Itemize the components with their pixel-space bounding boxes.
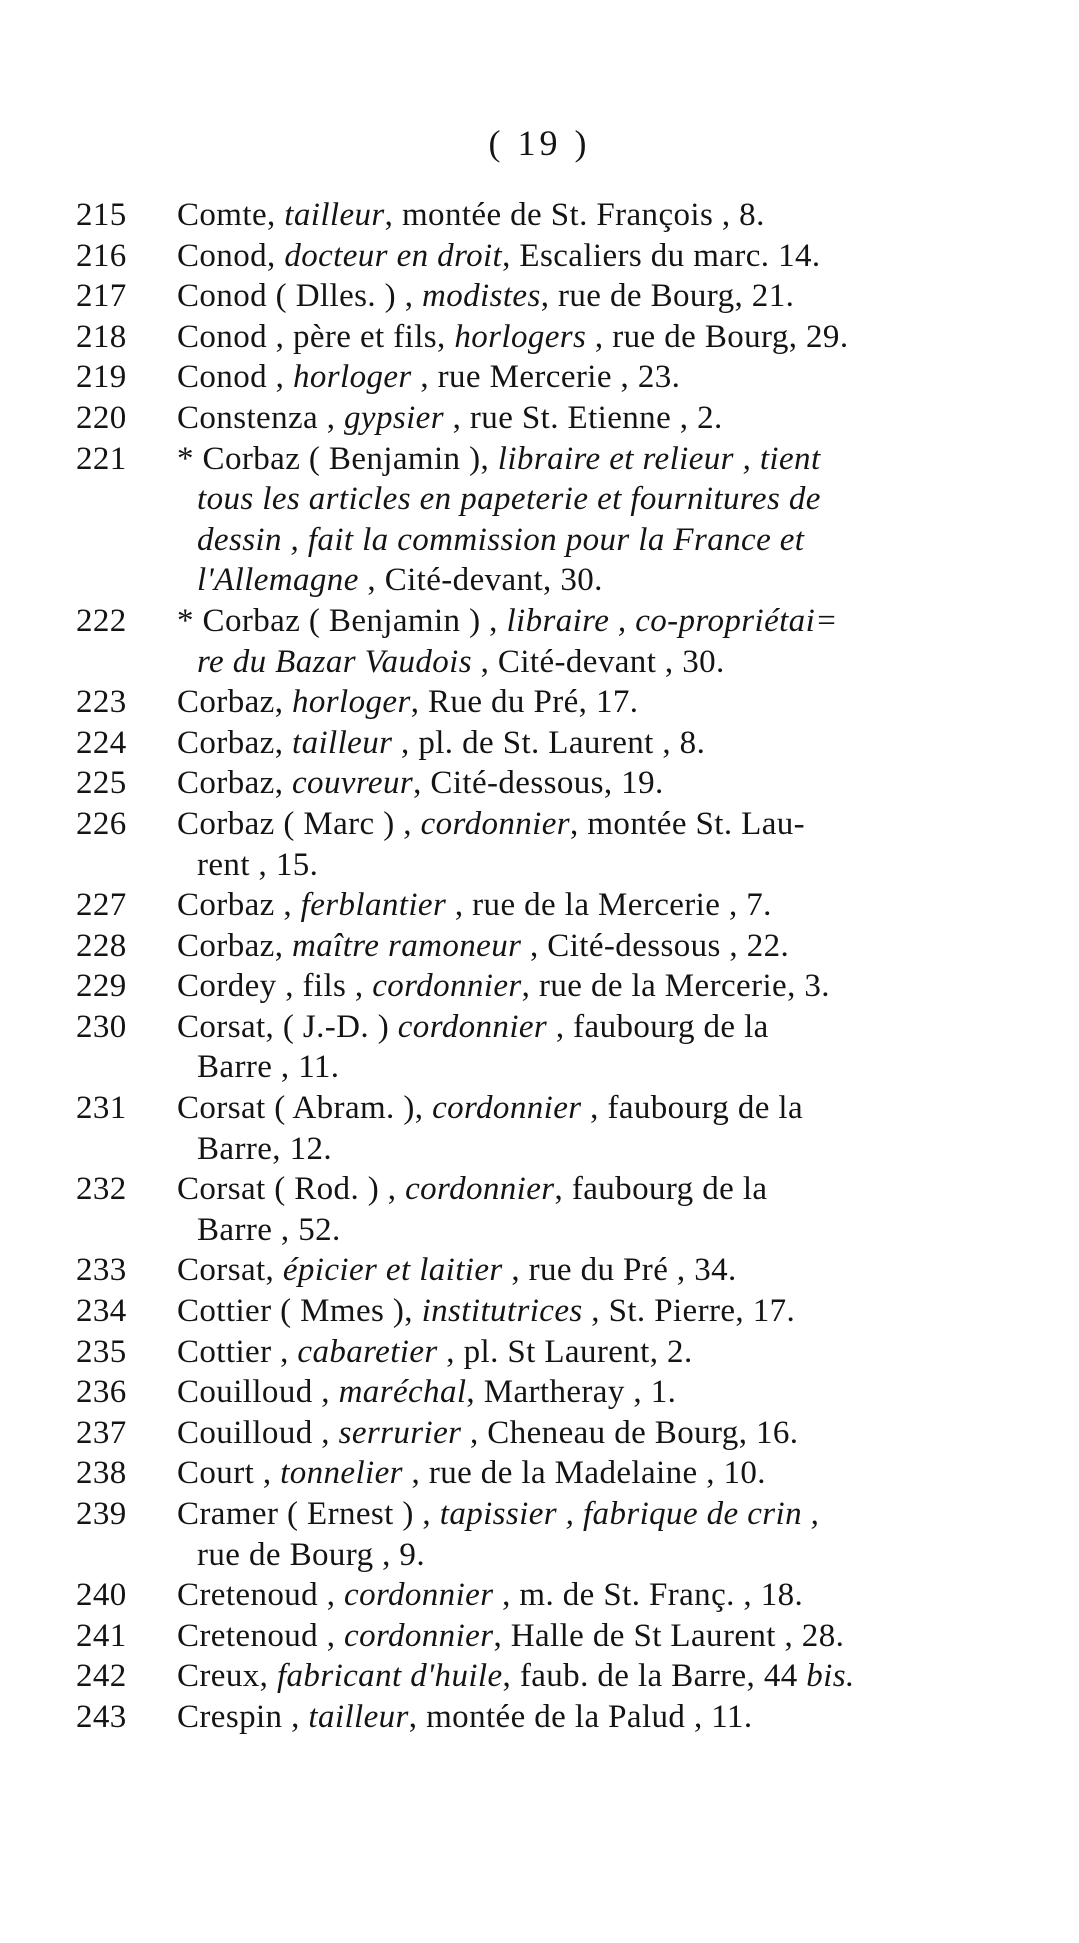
entry-profession: cordonnier (420, 805, 571, 842)
entry-line (177, 1169, 1006, 1210)
entry-text: Corsat ( Abram. ), (177, 1090, 433, 1127)
entry-text: Couilloud , (177, 1414, 339, 1451)
entry-number: 235 (76, 1333, 127, 1370)
directory-entry (76, 276, 1006, 317)
entry-text: , Halle de St Laurent , 28. (493, 1617, 845, 1654)
entry-profession: libraire , co-propriétai= (506, 602, 838, 639)
entry-text: rent , 15. (197, 846, 319, 883)
directory-entry (76, 601, 1006, 682)
entry-continuation-line (177, 1210, 1006, 1251)
entry-continuation-line (177, 520, 1006, 561)
directory-entry (76, 1332, 1006, 1373)
directory-entry (76, 439, 1006, 601)
entry-number: 236 (76, 1374, 127, 1411)
directory-entry (76, 763, 1006, 804)
entry-profession: cordonnier (344, 1617, 494, 1654)
entry-profession: dessin , fait la commission pour la France et (197, 521, 805, 558)
directory-entry (76, 804, 1006, 885)
entry-number: 237 (76, 1414, 127, 1451)
entry-line (177, 682, 1006, 723)
entry-number: 216 (76, 237, 127, 274)
directory-entry (76, 682, 1006, 723)
entry-continuation-line (177, 479, 1006, 520)
entry-text: Corbaz , (177, 887, 301, 924)
entry-profession: horloger (292, 359, 412, 396)
entry-profession: épicier et laitier (282, 1252, 503, 1289)
entry-text: , Cheneau de Bourg, 16. (461, 1414, 799, 1451)
entry-number: 242 (76, 1658, 127, 1695)
entry-text: , rue du Pré , 34. (502, 1252, 737, 1289)
entry-number: 239 (76, 1496, 127, 1532)
entry-profession: modistes (422, 278, 541, 315)
entry-text: Corbaz, (177, 724, 292, 761)
entry-line (177, 398, 1006, 439)
entry-profession: cordonnier (397, 1008, 548, 1045)
entry-number: 215 (76, 197, 127, 233)
directory-entry (76, 1291, 1006, 1332)
entry-text: Constenza , (177, 399, 345, 436)
entry-line (177, 804, 1006, 845)
entry-text: Cottier , (177, 1333, 298, 1370)
entry-text: Conod, (177, 237, 285, 274)
entry-text: , Escaliers du marc. 14. (502, 237, 821, 274)
entry-profession: docteur en droit (284, 237, 503, 274)
entry-text: Corsat, (177, 1252, 283, 1289)
entry-text: Corbaz ( Marc ) , (177, 805, 421, 842)
entry-profession: couvreur (292, 765, 414, 802)
entry-number: 224 (76, 724, 127, 761)
entry-text: , rue Mercerie , 23. (411, 359, 681, 396)
entry-number: 228 (76, 927, 127, 964)
entry-text: , rue de Bourg, 29. (586, 318, 849, 355)
entry-profession: horloger (292, 684, 411, 721)
entry-text: Corbaz, (177, 927, 292, 964)
entry-line (177, 1616, 1006, 1657)
entry-text: Comte, (177, 197, 285, 233)
entry-line (177, 723, 1006, 764)
entry-profession: tous les articles en papeterie et fournitures de (197, 481, 821, 518)
entry-line (177, 276, 1006, 317)
entry-number: 240 (76, 1577, 127, 1614)
entry-profession: maréchal (338, 1374, 467, 1411)
entry-profession: bis. (806, 1658, 855, 1695)
entry-continuation-line (177, 1129, 1006, 1170)
entry-text: , Martheray , 1. (466, 1374, 677, 1411)
directory-entry (76, 926, 1006, 967)
entry-number: 222 (76, 602, 127, 639)
entry-number: 220 (76, 399, 127, 436)
entry-text: , pl. St Laurent, 2. (437, 1333, 693, 1370)
directory-entry (76, 723, 1006, 764)
entry-profession: tailleur (284, 197, 385, 233)
entry-continuation-line (177, 1535, 1006, 1576)
entry-text: , m. de St. Franç. , 18. (493, 1577, 804, 1614)
directory-entry (76, 317, 1006, 358)
directory-entries (76, 195, 1006, 1738)
entry-line (177, 1575, 1006, 1616)
directory-entry (76, 966, 1006, 1007)
entry-text: , faub. de la Barre, 44 (502, 1658, 807, 1695)
entry-number: 233 (76, 1252, 127, 1289)
entry-line (177, 1656, 1006, 1697)
entry-text: , rue de Bourg, 21. (540, 278, 795, 315)
entry-number: 238 (76, 1455, 127, 1492)
entry-text: , faubourg de la (547, 1008, 769, 1045)
entry-text: , montée St. Lau- (570, 805, 806, 842)
entry-profession: fabricant d'huile (276, 1658, 503, 1695)
entry-text: Court , (177, 1455, 281, 1492)
entry-number: 225 (76, 765, 127, 802)
entry-profession: re du Bazar Vaudois (197, 643, 472, 680)
entry-text: , Cité-dessous, 19. (413, 765, 664, 802)
entry-number: 221 (76, 440, 127, 477)
entry-text: Crespin , (177, 1698, 309, 1735)
entry-text: Creux, (177, 1658, 277, 1695)
entry-profession: cordonnier (432, 1090, 582, 1127)
entry-continuation-line (177, 560, 1006, 601)
entry-profession: libraire et relieur , tient (497, 440, 821, 477)
entry-line (177, 1372, 1006, 1413)
entry-text: , faubourg de la (581, 1090, 804, 1127)
entry-profession: tailleur (292, 724, 393, 761)
entry-text: Corbaz, (177, 684, 292, 721)
entry-text: * Corbaz ( Benjamin ), (177, 440, 498, 477)
entry-profession: cordonnier (405, 1171, 555, 1208)
entry-text: rue de Bourg , 9. (197, 1536, 425, 1573)
entry-profession: cordonnier (372, 968, 522, 1005)
entry-line (177, 1007, 1006, 1048)
entry-text: , rue de la Mercerie, 3. (521, 968, 830, 1005)
entry-number: 230 (76, 1008, 127, 1045)
directory-entry (76, 1088, 1006, 1169)
entry-number: 217 (76, 278, 127, 315)
entry-number: 241 (76, 1617, 127, 1654)
entry-text: , rue de la Madelaine , 10. (402, 1455, 766, 1492)
directory-entry (76, 1656, 1006, 1697)
entry-text: Cordey , fils , (177, 968, 373, 1005)
entry-profession: tonnelier (280, 1455, 403, 1492)
entry-text: , pl. de St. Laurent , 8. (392, 724, 706, 761)
directory-entry (76, 1575, 1006, 1616)
entry-line (177, 1332, 1006, 1373)
entry-number: 231 (76, 1090, 127, 1127)
entry-line (177, 317, 1006, 358)
entry-number: 229 (76, 968, 127, 1005)
entry-text: Barre , 52. (197, 1211, 341, 1248)
directory-entry (76, 885, 1006, 926)
entry-line (177, 236, 1006, 277)
entry-text: Barre, 12. (197, 1130, 333, 1167)
directory-entry (76, 1250, 1006, 1291)
entry-text: Corsat ( Rod. ) , (177, 1171, 406, 1208)
entry-number: 223 (76, 684, 127, 721)
entry-text: Corbaz, (177, 765, 292, 802)
directory-entry (76, 195, 1006, 236)
directory-entry (76, 1616, 1006, 1657)
entry-line (177, 601, 1006, 642)
entry-number: 232 (76, 1171, 127, 1208)
entry-text: , Cité-devant , 30. (471, 643, 725, 680)
directory-entry (76, 357, 1006, 398)
entry-text: , rue de la Mercerie , 7. (446, 887, 772, 924)
entry-line (177, 1250, 1006, 1291)
entry-continuation-line (177, 642, 1006, 683)
entry-text: , rue St. Etienne , 2. (443, 399, 723, 436)
entry-line (177, 1413, 1006, 1454)
directory-entry (76, 1453, 1006, 1494)
entry-text: Barre , 11. (197, 1049, 340, 1086)
entry-profession: cabaretier (297, 1333, 438, 1370)
entry-line (177, 195, 1006, 236)
entry-number: 219 (76, 359, 127, 396)
page-number: ( 19 ) (488, 123, 591, 163)
entry-line (177, 1453, 1006, 1494)
entry-text: Conod ( Dlles. ) , (177, 278, 422, 315)
directory-entry (76, 1007, 1006, 1088)
directory-entry (76, 236, 1006, 277)
entry-text: , montée de St. François , 8. (384, 197, 765, 233)
entry-line (177, 1291, 1006, 1332)
directory-entry (76, 1169, 1006, 1250)
entry-line (177, 1494, 1006, 1535)
entry-text: , Cité-devant, 30. (358, 562, 603, 599)
entry-text: Cottier ( Mmes ), (177, 1293, 422, 1330)
entry-line (177, 1088, 1006, 1129)
entry-text: Couilloud , (177, 1374, 339, 1411)
entry-line (177, 439, 1006, 480)
directory-entry (76, 1697, 1006, 1738)
entry-text: , Rue du Pré, 17. (410, 684, 639, 721)
entry-profession: tapissier , fabrique de crin , (439, 1496, 820, 1532)
entry-line (177, 357, 1006, 398)
entry-line (177, 885, 1006, 926)
entry-continuation-line (177, 845, 1006, 886)
entry-text: Cretenoud , (177, 1577, 345, 1614)
entry-number: 243 (76, 1698, 127, 1735)
entry-line (177, 926, 1006, 967)
entry-line (177, 1697, 1006, 1738)
directory-entry (76, 1494, 1006, 1575)
entry-profession: horlogers (454, 318, 587, 355)
entry-text: Conod , (177, 359, 293, 396)
entry-number: 234 (76, 1293, 127, 1330)
entry-number: 226 (76, 805, 127, 842)
entry-profession: serrurier (338, 1414, 462, 1451)
entry-profession: ferblantier (300, 887, 447, 924)
entry-profession: l'Allemagne (197, 562, 359, 599)
entry-continuation-line (177, 1047, 1006, 1088)
entry-profession: cordonnier (344, 1577, 494, 1614)
entry-text: Corsat, ( J.-D. ) (177, 1008, 398, 1045)
entry-line (177, 966, 1006, 1007)
entry-profession: maître ramoneur (292, 927, 522, 964)
directory-entry (76, 398, 1006, 439)
entry-line (177, 763, 1006, 804)
entry-profession: gypsier (344, 399, 444, 436)
entry-profession: institutrices (421, 1293, 583, 1330)
entry-text: Conod , père et fils, (177, 318, 455, 355)
entry-number: 227 (76, 887, 127, 924)
entry-text: , faubourg de la (554, 1171, 768, 1208)
entry-text: * Corbaz ( Benjamin ) , (177, 602, 507, 639)
entry-text: , montée de la Palud , 11. (408, 1698, 753, 1735)
entry-text: , St. Pierre, 17. (582, 1293, 796, 1330)
entry-number: 218 (76, 318, 127, 355)
entry-text: Cramer ( Ernest ) , (177, 1496, 440, 1532)
directory-entry (76, 1413, 1006, 1454)
entry-text: , Cité-dessous , 22. (521, 927, 790, 964)
directory-entry (76, 1372, 1006, 1413)
entry-profession: tailleur (308, 1698, 409, 1735)
entry-text: Cretenoud , (177, 1617, 345, 1654)
